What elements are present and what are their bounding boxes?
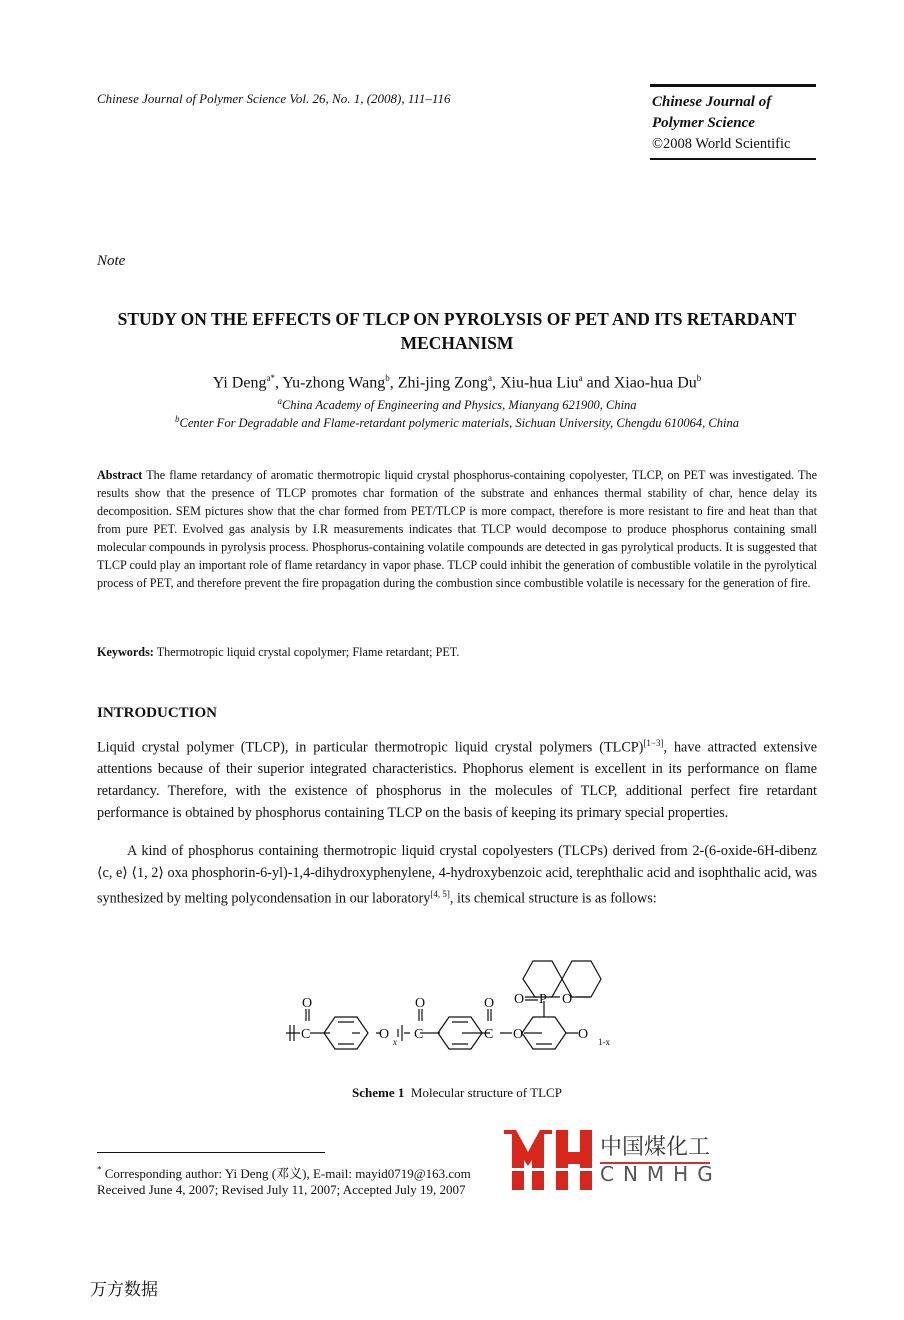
page-footer: 万方数据 [90, 1280, 158, 1300]
tlcp-structure-diagram [280, 945, 640, 1070]
author: Yu-zhong Wang [282, 374, 386, 392]
abstract-label: Abstract [97, 468, 143, 482]
watermark-cn: 中国煤化工 [600, 1130, 710, 1164]
journal-name-1: Chinese Journal of [652, 94, 772, 110]
abstract [97, 466, 817, 592]
author: Xiao-hua Du [613, 374, 697, 392]
author: Yi Deng [212, 374, 267, 392]
footnote-text: Corresponding author: Yi Deng (邓义), E-mail: mayid0719@163.com [104, 1166, 471, 1181]
article-type: Note [97, 253, 126, 269]
sep: , [274, 374, 283, 392]
footnote-dates: Received June 4, 2007; Revised July 11, 2007; Accepted July 19, 2007 [97, 1182, 466, 1197]
atom-O: O [562, 992, 573, 1007]
author: Xiu-hua Liu [499, 374, 579, 392]
sep: , [491, 374, 500, 392]
keywords [97, 645, 817, 660]
atom-O: O [514, 992, 525, 1007]
authors [97, 373, 817, 392]
atom-O: O [578, 1027, 589, 1042]
sep: , [389, 374, 398, 392]
scheme-caption [97, 1085, 817, 1101]
scheme-label: Scheme 1 [352, 1085, 405, 1100]
keywords-text: Thermotropic liquid crystal copolymer; Flame retardant; PET. [156, 645, 460, 659]
scheme-caption-text: Molecular structure of TLCP [410, 1085, 562, 1100]
footnote-corresponding [97, 1163, 471, 1182]
footnote-rule [97, 1152, 325, 1153]
watermark-en: CNMHG [600, 1162, 722, 1186]
journal-box [650, 84, 816, 160]
and: and [582, 374, 614, 392]
text: , have attracted extensive attentions because of their superior integrated characteristics. Phophorus element is excellent in its performance on flame retardancy. Therefore, with the existence of phosphorus in the molecules of TLCP, additional perfect fire retardant performance is obtained by phosphorus containing TLCP on the basis of keeping its primary special properties. [97, 739, 817, 821]
affiliation-a [97, 396, 817, 413]
author-sup: b [696, 373, 702, 383]
abstract-text: The flame retardancy of aromatic thermotropic liquid crystal phosphorus-containing copolyester, TLCP, on PET was investigated. The results show that the presence of TLCP promotes char formation of the substrate and enhances thermal stability of char, hence delay its decomposition. SEM pictures show that the char formed from PET/TLCP is more compact, therefore is more resistant to fire and heat than that from pure PET. Evolved gas analysis by I.R measurements indicates that TLCP would decompose to produce phosphorus containing small molecular compounds in pyrolysis process. Phosphorus-containing volatile compounds are detected in gas pyrolytical products. It is suggested that TLCP could play an important role of flame retardancy in vapor phase. TLCP could inhibit the generation of combustible volatile in the pyrolytical process of PET, and therefore prevent the fire propagation during the combustion since combustible volatile is necessary for the generation of fire. [97, 468, 817, 590]
atom-O: O [484, 996, 495, 1011]
subscript-1-x: 1-x [598, 1037, 610, 1047]
atom-O: O [379, 1027, 390, 1042]
copyright: ©2008 World Scientific [652, 136, 791, 152]
author-sup: b [385, 373, 390, 383]
text: , its chemical structure is as follows: [449, 890, 657, 907]
running-head: Chinese Journal of Polymer Science Vol. 26, No. 1, (2008), 111–116 [97, 91, 451, 106]
aff-sup: a [277, 396, 282, 406]
atom-O: O [513, 1027, 524, 1042]
affiliation-b [97, 414, 817, 431]
citation: [4, 5] [430, 889, 450, 900]
aff-text: China Academy of Engineering and Physics, Mianyang 621900, China [281, 398, 637, 413]
author-sup: a* [266, 373, 275, 383]
author-sup: a [578, 373, 583, 383]
atom-C: C [414, 1027, 424, 1042]
atom-P: P [539, 992, 547, 1007]
watermark-logo [502, 1130, 594, 1190]
section-heading: INTRODUCTION [97, 705, 218, 721]
citation: [1−3] [643, 738, 664, 748]
journal-name-2: Polymer Science [652, 115, 755, 131]
footnote-mark: * [97, 1164, 102, 1175]
text: Liquid crystal polymer (TLCP), in particular thermotropic liquid crystal polymers (TLCP) [97, 739, 644, 756]
atom-O: O [302, 996, 313, 1011]
aff-sup: b [175, 414, 180, 424]
aff-text: Center For Degradable and Flame-retardant polymeric materials, Sichuan University, Chengdu 610064, China [179, 416, 739, 431]
intro-paragraph-2 [97, 841, 817, 911]
author: Zhi-jing Zong [397, 374, 488, 392]
atom-O: O [415, 996, 426, 1011]
subscript-x: x [393, 1037, 397, 1047]
atom-C: C [484, 1027, 494, 1042]
text: A kind of phosphorus containing thermotropic liquid crystal copolyesters (TLCPs) derived from 2-(6-oxide-6H-dibenz ⟨c, e⟩ ⟨1, 2⟩ oxa phosphorin-6-yl)-1,4-dihydroxyphenylene, 4-hydroxybenzoic acid, terephthalic acid and isophthalic acid, was synthesized by melting polycondensation in our laboratory [97, 843, 817, 907]
atom-C: C [301, 1027, 311, 1042]
author-sup: a [487, 373, 492, 383]
intro-paragraph-1 [97, 733, 817, 824]
keywords-label: Keywords: [97, 645, 154, 659]
article-title: STUDY ON THE EFFECTS OF TLCP ON PYROLYSIS OF PET AND ITS RETARDANT MECHANISM [117, 309, 797, 353]
